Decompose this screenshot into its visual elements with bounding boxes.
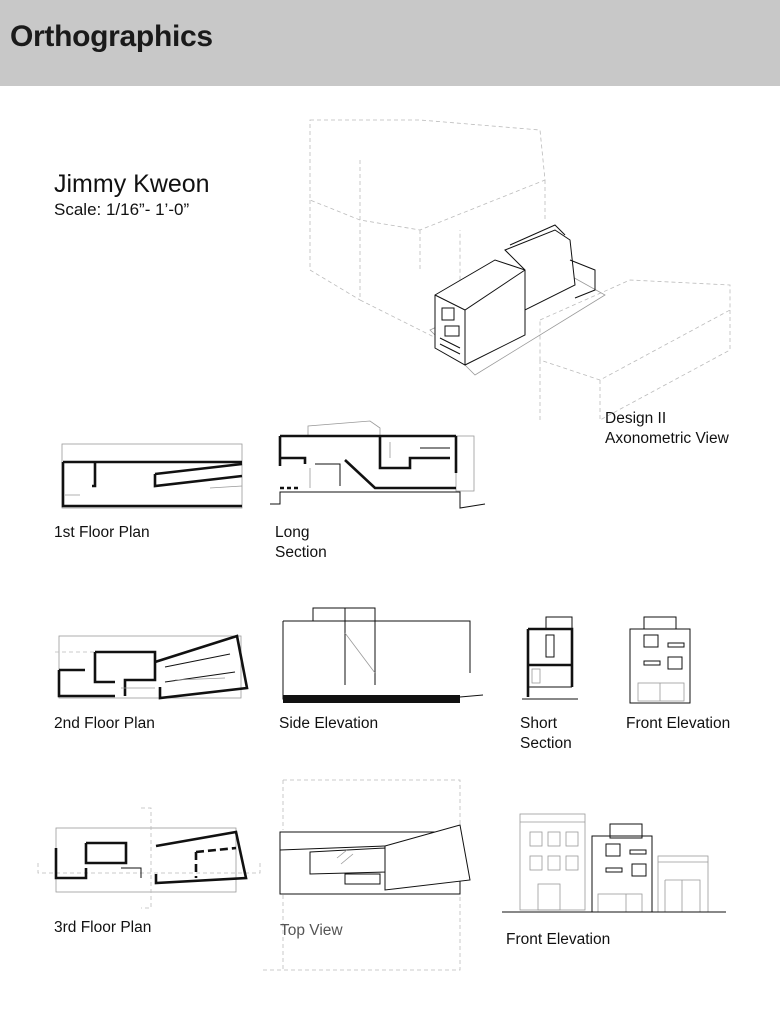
top-view-caption: Top View — [280, 922, 343, 939]
front-elevation-street-drawing — [500, 808, 730, 916]
first-floor-plan-caption: 1st Floor Plan — [54, 524, 150, 541]
top-view-drawing — [255, 780, 480, 995]
side-elevation-caption: Side Elevation — [279, 715, 379, 732]
third-floor-plan-drawing — [36, 808, 264, 913]
side-elevation-drawing — [275, 603, 485, 706]
first-floor-plan-drawing — [60, 440, 245, 512]
long-section-caption: Long Section — [275, 524, 327, 561]
page-header — [0, 0, 780, 86]
second-floor-plan-caption: 2nd Floor Plan — [54, 715, 155, 732]
front-elevation-small-drawing — [628, 615, 693, 705]
front-elevation-small-caption: Front Elevation — [626, 715, 731, 732]
front-elevation-street-caption: Front Elevation — [506, 931, 611, 948]
short-section-drawing — [520, 613, 580, 705]
author-name: Jimmy Kweon — [54, 170, 210, 198]
page-title: Orthographics — [10, 20, 213, 53]
second-floor-plan-drawing — [55, 632, 255, 704]
short-section-caption: Short Section — [520, 715, 572, 752]
drawing-scale: Scale: 1/16”- 1’-0” — [54, 200, 190, 219]
third-floor-plan-caption: 3rd Floor Plan — [54, 919, 152, 936]
axonometric-caption: Design II Axonometric View — [605, 410, 729, 447]
axonometric-drawing — [300, 120, 740, 420]
long-section-drawing — [270, 418, 485, 516]
